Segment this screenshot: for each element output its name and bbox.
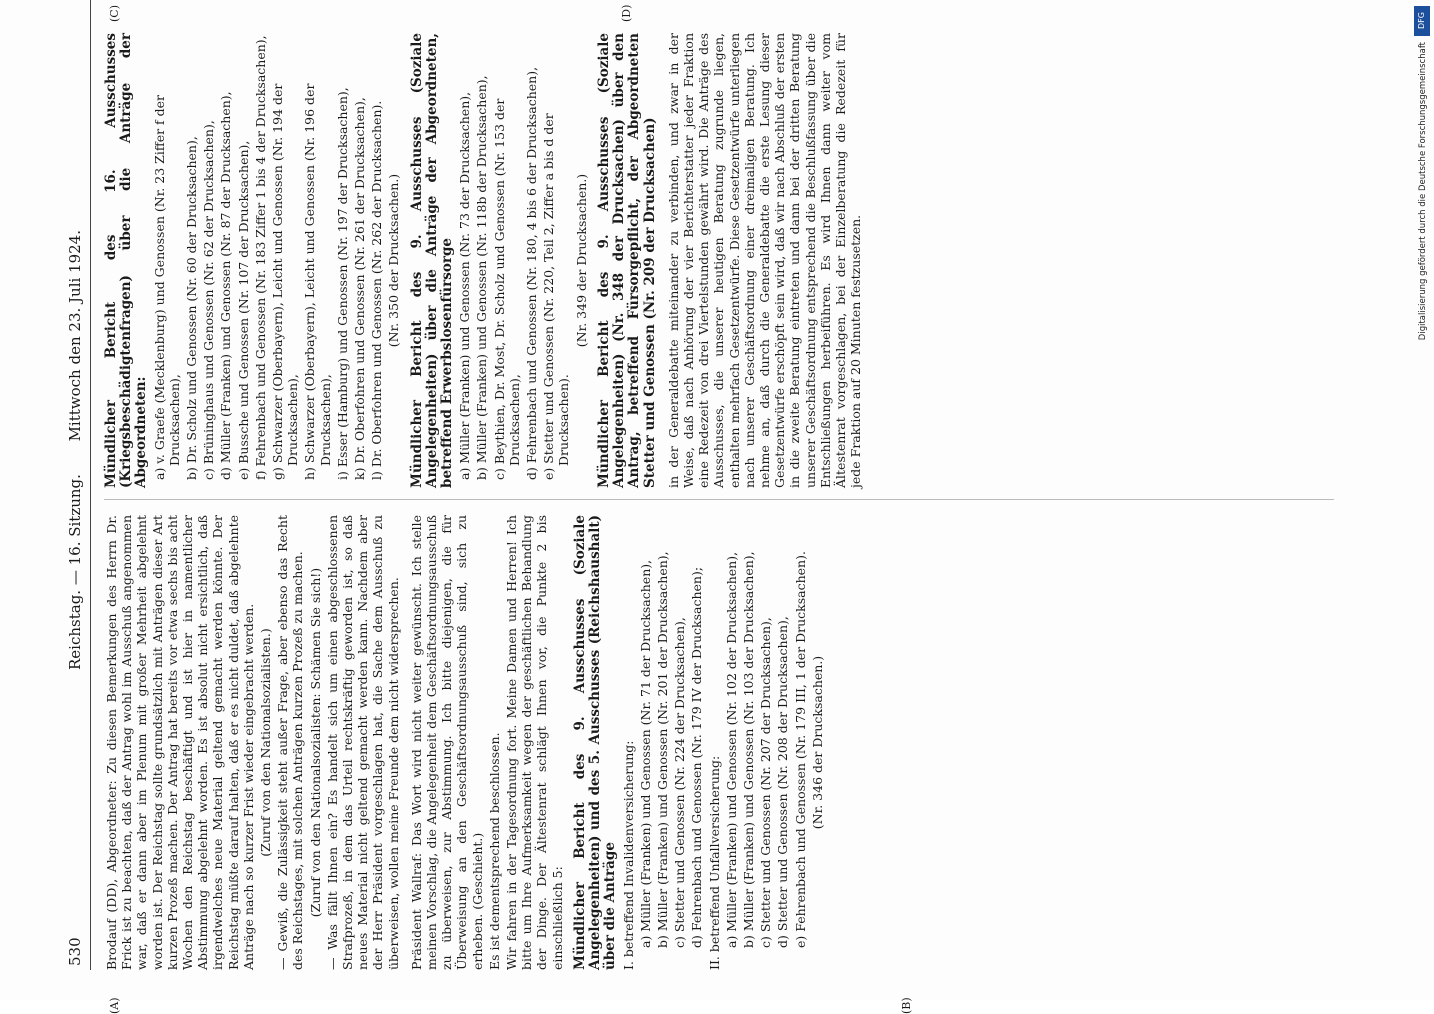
list-item: b) Dr. Scholz und Genossen (Nr. 60 der Drucksachen), xyxy=(184,136,200,480)
agenda-text: Wir fahren in der Tagesordnung fort. Meine Damen und Herren! Ich bitte um Ihre Aufmerksamkeit wegen der geschäftlichen Behandlung der Dinge. Der Ältestenrat schlägt Ihnen vor, die Punkte 2 bis einschließlich 5: xyxy=(504,515,565,970)
list-item: b) Müller (Franken) und Genossen (Nr. 118b der Drucksachen), xyxy=(474,75,490,480)
document-reference: (Nr. 350 der Drucksachen.) xyxy=(386,173,402,348)
page-date: Mittwoch den 23. Juli 1924. xyxy=(66,230,84,442)
report-heading: Mündlicher Bericht des 9. Ausschusses (Soziale Angelegenheiten) über die Anträge der Abgeordneten, betreffend Erwerbslosenfürsorge xyxy=(408,33,456,488)
list-item: a) Müller (Franken) und Genossen (Nr. 73 der Drucksachen), xyxy=(457,91,473,480)
page-number: 530 xyxy=(66,937,84,966)
list-item: k) Dr. Oberfohren und Genossen (Nr. 261 der Drucksachen), xyxy=(352,97,368,480)
marker-b: (B) xyxy=(900,997,913,1014)
list-item: e) Bussche und Genossen (Nr. 107 der Drucksachen), xyxy=(235,140,251,480)
page-header xyxy=(60,30,94,970)
marker-d: (D) xyxy=(620,4,633,22)
list-item: d) Stetter und Genossen (Nr. 208 der Drucksachen), xyxy=(775,616,791,948)
list-item: h) Schwarzer (Oberbayern), Leicht und Genossen (Nr. 196 der Drucksachen), xyxy=(302,83,333,480)
page-title: Reichstag. — 16. Sitzung. xyxy=(66,474,84,670)
speech-reply: — Was fällt Ihnen ein? Es handelt sich um einen abgeschlossenen Strafprozeß, in dem das Urteil rechtskräftig geworden ist, so daß neues Material nicht geltend gemacht werden kann. Nachdem aber der Herr Präsident vorgeschlagen hat, die Sache dem Ausschuß zu überweisen, wollen meine Freunde dem nicht widersprechen. xyxy=(324,515,401,970)
list-item: b) Müller (Franken) und Genossen (Nr. 103 der Drucksachen), xyxy=(740,551,756,948)
marker-c: (C) xyxy=(108,5,121,22)
list-item: i) Esser (Hamburg) und Genossen (Nr. 197 der Drucksachen), xyxy=(334,87,350,480)
list-item: a) Müller (Franken) und Genossen (Nr. 102 der Drucksachen), xyxy=(723,551,739,948)
section-heading: I. betreffend Invalidenversicherung: xyxy=(620,740,636,970)
dfg-logo: DFG xyxy=(1414,6,1430,36)
list-item: d) Fehrenbach und Genossen (Nr. 180, 4 bis 6 der Drucksachen), xyxy=(524,66,540,480)
marker-a: (A) xyxy=(108,997,121,1014)
interjection: (Zuruf von den Nationalsozialisten.) xyxy=(258,628,274,857)
list-item: d) Fehrenbach und Genossen (Nr. 179 IV der Drucksachen); xyxy=(689,566,705,948)
document-reference: (Nr. 346 der Drucksachen.) xyxy=(809,655,825,830)
left-column xyxy=(104,515,827,970)
list-item: a) Müller (Franken) und Genossen (Nr. 71 der Drucksachen), xyxy=(637,559,653,948)
list-item: a) v. Graefe (Mecklenburg) und Genossen (Nr. 23 Ziffer f der Drucksachen), xyxy=(151,94,182,480)
decision: Es ist dementsprechend beschlossen. xyxy=(486,732,502,970)
interjection: (Zuruf von den Nationalsozialisten: Schämen Sie sich!) xyxy=(307,567,323,918)
list-item: e) Stetter und Genossen (Nr. 220, Teil 2, Ziffer a bis d der Drucksachen). xyxy=(541,113,572,480)
digitization-credit: Digitalisierung gefördert durch die Deutsche Forschungsgemeinschaft xyxy=(1418,42,1428,341)
section-heading: II. betreffend Unfallversicherung: xyxy=(706,755,722,970)
right-column xyxy=(104,33,865,488)
list-item: e) Fehrenbach und Genossen (Nr. 179 III, 1 der Drucksachen). xyxy=(792,551,808,948)
speech-president: Präsident Wallraf: Das Wort wird nicht weiter gewünscht. Ich stelle meinen Vorschlag, die Angelegenheit dem Geschäftsordnungsausschuß zu überweisen, zur Abstimmung. Ich bitte diejenigen, die für Überweisung an den Geschäftsordnungsausschuß sind, sich zu erheben. (Geschieht.) xyxy=(408,515,485,970)
list-item: g) Schwarzer (Oberbayern), Leicht und Genossen (Nr. 194 der Drucksachen), xyxy=(270,83,301,480)
list-item: l) Dr. Oberfohren und Genossen (Nr. 262 der Drucksachen). xyxy=(369,100,385,480)
report-heading: Mündlicher Bericht des 9. Ausschusses (Soziale Angelegenheiten) (Nr. 348 der Drucksachen) über den Antrag, betreffend Fürsorgepflicht, der Abgeordneten Stetter und Genossen (Nr. 209 der Drucksachen) xyxy=(595,33,658,488)
header-rule xyxy=(90,0,91,970)
agenda-text: in der Generaldebatte miteinander zu verbinden, und zwar in der Weise, daß nach Anhörung der vier Berichterstatter jeder Fraktion eine Redezeit von drei Viertelstunden gewährt wird. Die Anträge des Ausschusses, die unserer heutigen Beratung zugrunde liegen, enthalten mehrfach Gesetzentwürfe. Diese Gesetzentwürfe unterliegen nach unserer Geschäftsordnung einer dreimaligen Beratung. Ich nehme an, daß durch die Generaldebatte die erste Lesung dieser Gesetzentwürfe erschöpft sein wird, daß wir nach Abschluß der ersten in die zweite Beratung eintreten und dann bei der dritten Beratung unserer Geschäftsordnung entsprechend die Beschlußfassung über die Entschließungen herbeiführen. Es wird Ihnen dann weiter vom Ältestenrat vorgeschlagen, bei der Einzelberatung die Redezeit für jede Fraktion auf 20 Minuten festzusetzen. xyxy=(665,33,864,488)
list-item: c) Stetter und Genossen (Nr. 207 der Drucksachen), xyxy=(758,617,774,948)
report-heading: Mündlicher Bericht des 16. Ausschusses (Kriegsbeschädigtenfragen) über die Anträge der Abgeordneten: xyxy=(103,33,150,488)
list-item: f) Fehrenbach und Genossen (Nr. 183 Ziffer 1 bis 4 der Drucksachen), xyxy=(252,35,268,480)
speech-reply: — Gewiß, die Zulässigkeit steht außer Frage, aber ebenso das Recht des Reichstages, mit solchen Anträgen kurzen Prozeß zu machen. xyxy=(275,515,306,970)
rotated-page-content xyxy=(60,4,1360,1014)
column-divider xyxy=(104,499,1334,500)
list-item: c) Brüninghaus und Genossen (Nr. 62 der Drucksachen), xyxy=(201,120,217,480)
list-item: c) Stetter und Genossen (Nr. 224 der Drucksachen), xyxy=(672,617,688,948)
document-reference: (Nr. 349 der Drucksachen.) xyxy=(573,173,589,348)
report-heading: Mündlicher Bericht des 9. Ausschusses (Soziale Angelegenheiten) und des 5. Ausschusses (Reichshaushalt) über die Anträge xyxy=(571,515,619,970)
digitization-sidebar xyxy=(1406,0,1434,1000)
list-item: c) Beythien, Dr. Most, Dr. Scholz und Genossen (Nr. 153 der Drucksachen), xyxy=(491,98,522,480)
list-item: d) Müller (Franken) und Genossen (Nr. 87 der Drucksachen), xyxy=(218,91,234,480)
speech-brodauf: Brodauf (DD), Abgeordneter: Zu diesen Bemerkungen des Herrn Dr. Frick ist zu beachten, daß der Antrag wohl im Ausschuß angenommen war, daß er dann aber im Plenum mit großer Mehrheit abgelehnt worden ist. Der Reichstag sollte grundsätzlich mit Anträgen dieser Art kurzen Prozeß machen. Der Antrag hat bereits vor etwa sechs bis acht Wochen den Reichstag beschäftigt und ist hier in namentlicher Abstimmung abgelehnt worden. Es ist absolut nicht ersichtlich, daß irgendwelches neue Material geltend gemacht werden könnte. Der Reichstag müßte darauf halten, daß er es nicht duldet, daß abgelehnte Anträge nach so kurzer Frist wieder eingebracht werden. xyxy=(104,515,256,970)
list-item: b) Müller (Franken) und Genossen (Nr. 201 der Drucksachen), xyxy=(654,551,670,948)
